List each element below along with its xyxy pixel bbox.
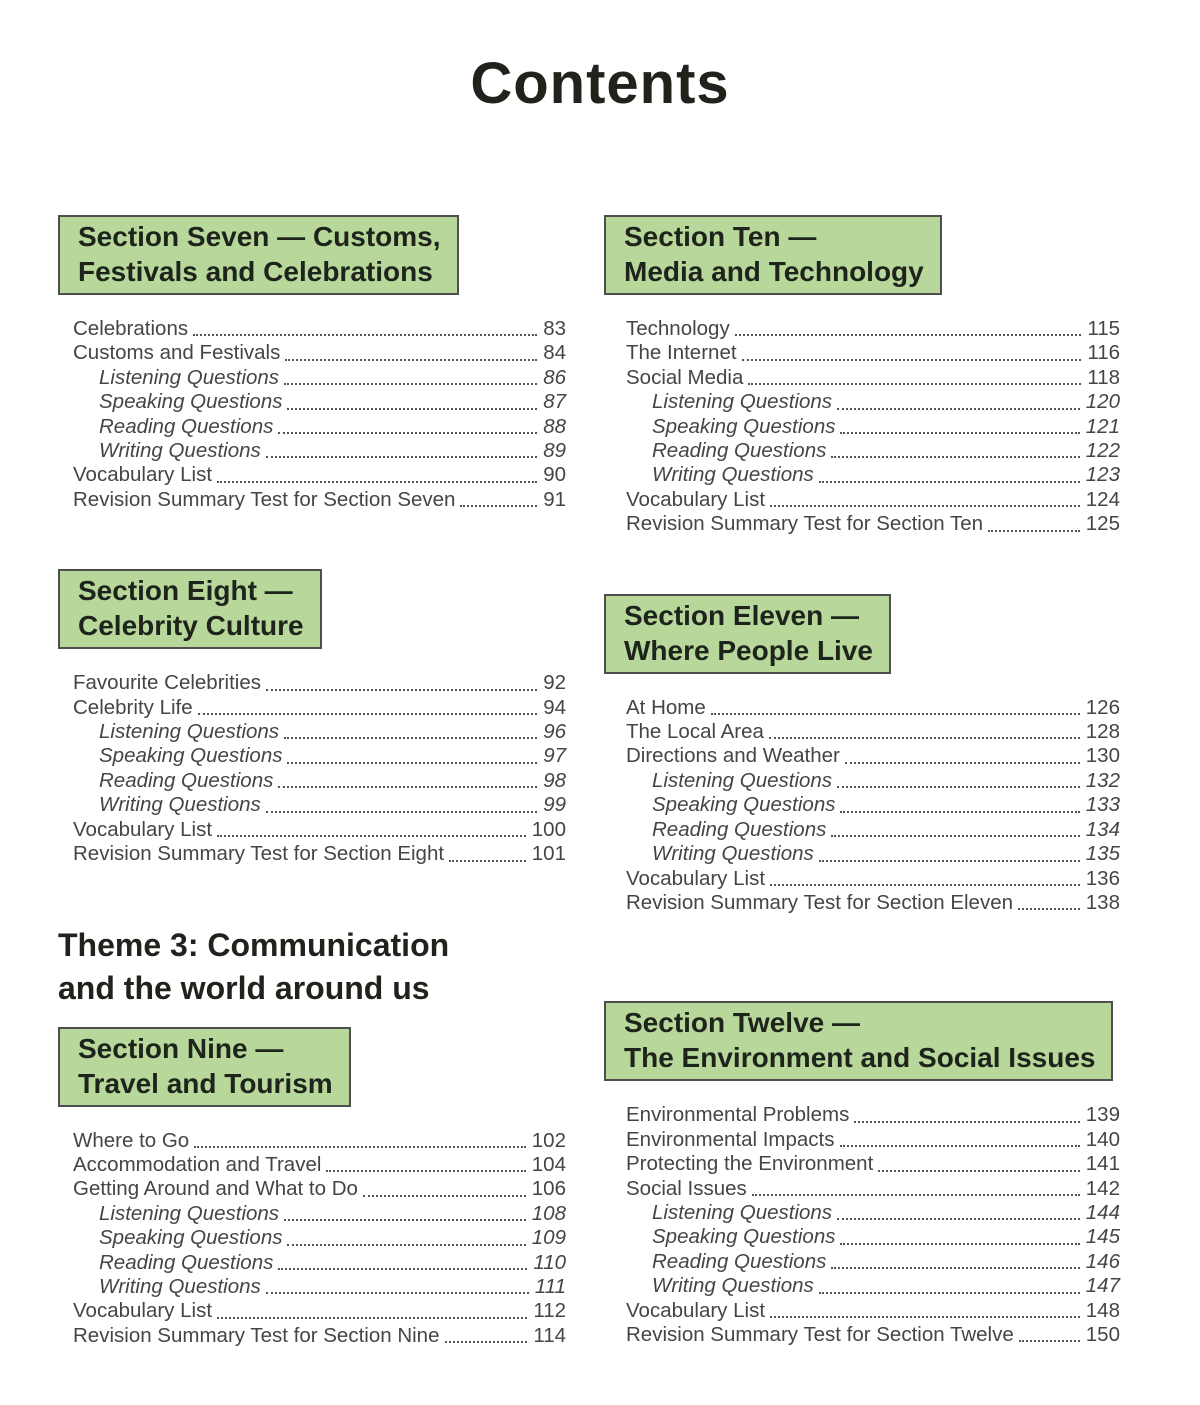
entry-page-number: 116 [1087,341,1120,365]
dot-leader [193,334,537,336]
entry-label: Writing Questions [99,1274,261,1298]
dot-leader [711,713,1080,715]
dot-leader [770,884,1080,886]
toc-section [58,215,566,512]
entry-page-number: 111 [534,1274,566,1298]
entry-label: Getting Around and What to Do [73,1177,358,1201]
entry-label: Listening Questions [99,365,280,389]
section-title-line: Celebrity Culture [78,610,304,642]
dot-leader [854,1121,1079,1123]
dot-leader [1019,1340,1080,1342]
toc-entry [626,1274,1120,1298]
toc-entry-list [604,1103,1120,1347]
toc-entry [626,1128,1120,1152]
entry-label: Social Issues [626,1176,747,1200]
theme-heading-line: and the world around us [58,969,430,1006]
entry-page-number: 88 [543,414,566,438]
entry-label: Vocabulary List [73,817,213,841]
dot-leader [840,1243,1079,1245]
entry-page-number: 99 [543,793,566,817]
section-header-box [604,1001,1113,1081]
dot-leader [287,1244,525,1246]
page-title: Contents [470,51,730,116]
entry-page-number: 92 [543,671,566,695]
toc-entry [626,769,1120,793]
entry-label: Speaking Questions [652,793,836,817]
entry-label: Where to Go [73,1128,190,1152]
entry-label: Environmental Problems [626,1103,850,1127]
dot-leader [831,835,1079,837]
dot-leader [988,530,1080,532]
dot-leader [278,432,537,434]
section-title-line: Section Seven — Customs, [78,221,441,252]
toc-section [58,569,566,866]
toc-entry [626,1250,1120,1274]
entry-label: Writing Questions [99,793,261,817]
toc-section [604,215,1120,537]
toc-entry [73,769,566,793]
entry-label: Accommodation and Travel [73,1152,322,1176]
entry-page-number: 138 [1085,890,1120,914]
dot-leader [285,359,537,361]
entry-label: Vocabulary List [73,1299,213,1323]
entry-label: Reading Questions [652,439,827,463]
toc-entry [626,1103,1120,1127]
toc-entry [73,341,566,365]
entry-label: Reading Questions [99,1250,274,1274]
toc-entry [73,1129,566,1153]
dot-leader [840,432,1079,434]
entry-page-number: 112 [533,1299,566,1323]
entry-label: Social Media [626,365,744,389]
entry-page-number: 90 [543,463,566,487]
dot-leader [266,811,537,813]
entry-page-number: 133 [1085,793,1120,817]
toc-entry [73,1275,566,1299]
entry-label: The Internet [626,341,737,365]
contents-left-column [58,215,566,1405]
dot-leader [819,1292,1080,1294]
entry-page-number: 140 [1085,1127,1120,1151]
entry-label: Reading Questions [652,1249,827,1273]
toc-entry [626,867,1120,891]
toc-entry [73,818,566,842]
contents-right-column [604,215,1120,1404]
toc-entry [626,744,1120,768]
entry-page-number: 147 [1085,1274,1120,1298]
dot-leader [278,1268,527,1270]
entry-label: At Home [626,695,706,719]
entry-page-number: 100 [531,817,566,841]
entry-page-number: 87 [543,390,566,414]
entry-page-number: 120 [1085,390,1120,414]
entry-page-number: 136 [1085,866,1120,890]
toc-entry [626,341,1120,365]
dot-leader [840,1145,1080,1147]
toc-entry [626,891,1120,915]
theme-heading [58,924,566,1010]
toc-entry-list [58,317,566,512]
toc-entry-list [604,317,1120,537]
entry-page-number: 109 [531,1226,566,1250]
dot-leader [449,860,526,862]
dot-leader [363,1195,526,1197]
entry-page-number: 97 [543,744,566,768]
toc-entry [73,793,566,817]
toc-entry-list [58,1129,566,1349]
entry-label: Environmental Impacts [626,1127,835,1151]
dot-leader [198,713,538,715]
section-header-box [604,215,942,295]
entry-label: Vocabulary List [626,866,766,890]
toc-entry [73,1202,566,1226]
dot-leader [284,737,537,739]
toc-entry [626,366,1120,390]
toc-entry [73,366,566,390]
toc-entry [73,1177,566,1201]
entry-label: Protecting the Environment [626,1152,874,1176]
entry-label: Reading Questions [99,414,274,438]
entry-label: Writing Questions [652,842,814,866]
entry-label: Listening Questions [99,720,280,744]
toc-section [58,1027,566,1349]
dot-leader [837,1218,1080,1220]
toc-entry [73,671,566,695]
dot-leader [840,811,1079,813]
entry-page-number: 125 [1085,512,1120,536]
section-title-line: Section Nine — [78,1032,284,1064]
entry-label: Vocabulary List [626,487,766,511]
toc-entry [626,1225,1120,1249]
toc-entry [626,512,1120,536]
section-header-box [604,594,891,674]
entry-label: Favourite Celebrities [73,671,261,695]
dot-leader [752,1194,1080,1196]
entry-label: Revision Summary Test for Section Seven [73,487,456,511]
entry-page-number: 83 [543,317,566,340]
entry-label: Revision Summary Test for Section Eight [73,842,445,866]
entry-page-number: 96 [543,720,566,744]
entry-page-number: 141 [1085,1152,1120,1176]
dot-leader [742,359,1082,361]
toc-entry [73,1153,566,1177]
entry-label: Listening Questions [652,1200,833,1224]
toc-entry [73,463,566,487]
entry-label: The Local Area [626,720,764,744]
toc-entry [73,696,566,720]
entry-label: Writing Questions [652,1274,814,1298]
entry-page-number: 118 [1087,365,1120,389]
entry-label: Listening Questions [99,1201,280,1225]
entry-label: Revision Summary Test for Section Ten [626,512,984,536]
entry-page-number: 106 [531,1177,566,1201]
toc-entry [73,1299,566,1323]
section-title-line: Section Ten — [624,221,817,252]
entry-label: Celebrity Life [73,695,193,719]
entry-page-number: 122 [1085,439,1120,463]
dot-leader [845,762,1080,764]
entry-page-number: 89 [543,439,566,463]
entry-page-number: 142 [1085,1176,1120,1200]
toc-entry [73,439,566,463]
entry-page-number: 104 [531,1152,566,1176]
dot-leader [837,408,1080,410]
entry-label: Listening Questions [652,390,833,414]
section-title-line: Festivals and Celebrations [78,256,433,287]
entry-label: Speaking Questions [652,414,836,438]
dot-leader [770,1316,1080,1318]
section-header-box [58,569,322,649]
entry-page-number: 150 [1085,1322,1120,1346]
entry-page-number: 148 [1085,1298,1120,1322]
theme-heading-line: Theme 3: Communication [58,926,450,963]
section-title-line: Media and Technology [624,256,924,287]
entry-page-number: 115 [1087,317,1120,340]
section-header-box [58,215,459,295]
entry-label: Celebrations [73,317,189,340]
toc-entry-list [58,671,566,866]
entry-label: Directions and Weather [626,744,840,768]
toc-entry [626,463,1120,487]
entry-page-number: 146 [1085,1249,1120,1273]
dot-leader [266,1292,529,1294]
dot-leader [217,481,537,483]
toc-section [604,594,1120,916]
toc-entry [626,317,1120,341]
dot-leader [284,1219,526,1221]
toc-entry [73,744,566,768]
toc-entry [626,415,1120,439]
toc-entry [626,720,1120,744]
toc-entry [73,1226,566,1250]
dot-leader [878,1170,1080,1172]
entry-label: Reading Questions [99,768,274,792]
entry-page-number: 134 [1085,817,1120,841]
toc-entry-list [604,696,1120,916]
entry-label: Listening Questions [652,768,833,792]
entry-page-number: 86 [543,365,566,389]
section-title-line: Section Twelve — [624,1007,860,1039]
toc-entry [73,488,566,512]
toc-entry [73,415,566,439]
entry-label: Writing Questions [99,439,261,463]
toc-entry [626,1152,1120,1176]
entry-page-number: 121 [1085,414,1120,438]
dot-leader [266,689,537,691]
entry-page-number: 128 [1085,720,1120,744]
entry-page-number: 126 [1085,695,1120,719]
entry-page-number: 114 [533,1323,566,1347]
section-title-line: Where People Live [624,634,873,666]
toc-entry [626,818,1120,842]
toc-entry [626,390,1120,414]
toc-entry [626,1201,1120,1225]
entry-page-number: 130 [1085,744,1120,768]
entry-page-number: 144 [1085,1200,1120,1224]
entry-label: Vocabulary List [73,463,213,487]
entry-label: Vocabulary List [626,1298,766,1322]
entry-label: Speaking Questions [652,1225,836,1249]
entry-label: Revision Summary Test for Section Twelve [626,1322,1014,1346]
dot-leader [266,456,537,458]
entry-label: Speaking Questions [99,1226,283,1250]
entry-page-number: 91 [543,487,566,511]
entry-page-number: 132 [1085,768,1120,792]
toc-entry [626,439,1120,463]
section-header-box [58,1027,351,1107]
section-title-line: Travel and Tourism [78,1067,333,1099]
section-title-line: The Environment and Social Issues [624,1042,1096,1074]
toc-entry [626,1299,1120,1323]
entry-page-number: 102 [531,1128,566,1152]
entry-label: Speaking Questions [99,390,283,414]
dot-leader [278,786,537,788]
toc-section [604,1001,1120,1347]
dot-leader [284,383,537,385]
dot-leader [217,1317,527,1319]
toc-entry [73,390,566,414]
entry-page-number: 145 [1085,1225,1120,1249]
toc-entry [626,793,1120,817]
dot-leader [770,505,1080,507]
toc-entry [626,1177,1120,1201]
entry-label: Technology [626,317,730,340]
dot-leader [287,408,537,410]
entry-page-number: 84 [543,341,566,365]
section-title-line: Section Eight — [78,575,293,607]
toc-entry [626,488,1120,512]
entry-label: Speaking Questions [99,744,283,768]
entry-page-number: 98 [543,768,566,792]
entry-page-number: 94 [543,695,566,719]
dot-leader [735,334,1082,336]
entry-page-number: 123 [1085,463,1120,487]
entry-label: Revision Summary Test for Section Eleven [626,890,1014,914]
entry-page-number: 101 [531,842,566,866]
dot-leader [445,1341,528,1343]
dot-leader [831,1267,1079,1269]
entry-page-number: 110 [533,1250,566,1274]
toc-entry [73,1251,566,1275]
dot-leader [217,835,526,837]
toc-entry [73,317,566,341]
dot-leader [460,505,537,507]
dot-leader [837,786,1080,788]
toc-entry [73,842,566,866]
toc-entry [73,1324,566,1348]
entry-page-number: 124 [1085,487,1120,511]
entry-page-number: 135 [1085,842,1120,866]
dot-leader [194,1146,526,1148]
dot-leader [819,481,1080,483]
entry-label: Customs and Festivals [73,341,281,365]
dot-leader [287,762,537,764]
entry-page-number: 139 [1085,1103,1120,1127]
dot-leader [748,383,1081,385]
entry-label: Writing Questions [652,463,814,487]
dot-leader [769,737,1080,739]
dot-leader [819,860,1080,862]
toc-entry [626,842,1120,866]
toc-entry [73,720,566,744]
entry-label: Reading Questions [652,817,827,841]
toc-entry [626,696,1120,720]
dot-leader [831,456,1079,458]
entry-label: Revision Summary Test for Section Nine [73,1323,440,1347]
dot-leader [1018,908,1080,910]
dot-leader [326,1170,525,1172]
entry-page-number: 108 [531,1201,566,1225]
toc-entry [626,1323,1120,1347]
section-title-line: Section Eleven — [624,599,859,631]
